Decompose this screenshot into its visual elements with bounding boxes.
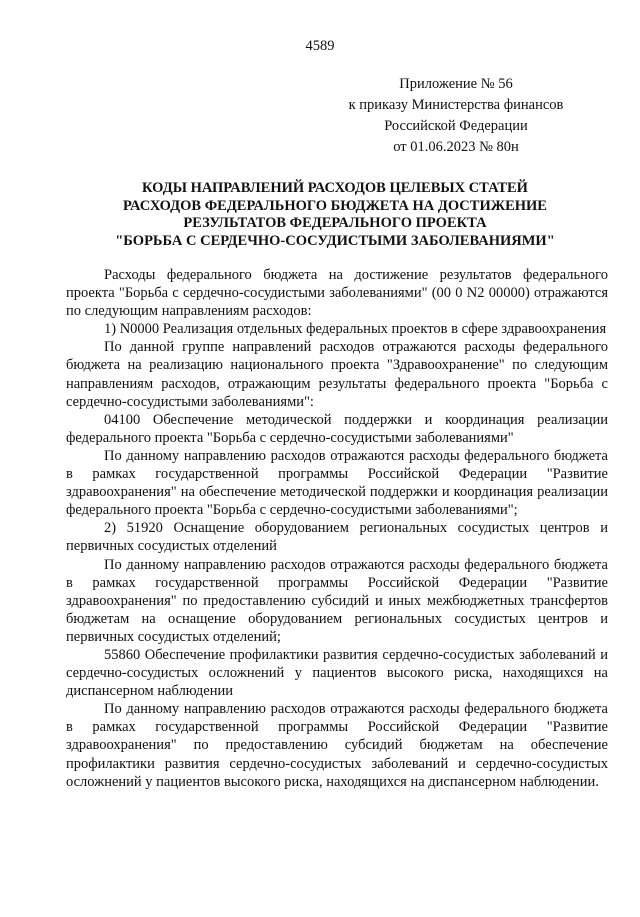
appendix-line: к приказу Министерства финансов	[348, 97, 564, 113]
paragraph: По данной группе направлений расходов отражаются расходы федерального бюджета на реализацию национального проекта "Здравоохранение" по следующим направлениям расходов, отражающим результаты федерального проекта "Борьба с сердечно-сосудистыми заболеваниями":	[66, 339, 608, 410]
paragraph: По данному направлению расходов отражаются расходы федерального бюджета в рамках государственной программы Российской Федерации "Развитие здравоохранения" по предоставлению субсидий бюджетам на обеспечение профилактики развития сердечно-сосудистых заболеваний и сердечно-сосудистых осложнений у пациентов высокого риска, находящихся на диспансерном наблюдении.	[66, 701, 608, 790]
paragraph: 2) 51920 Оснащение оборудованием региональных сосудистых центров и первичных сосудистых отделений	[66, 520, 608, 555]
paragraph: 1) N0000 Реализация отдельных федеральных проектов в сфере здравоохранения	[104, 321, 607, 338]
document-body	[66, 266, 608, 791]
appendix-line: Российской Федерации	[384, 118, 528, 134]
paragraph: 55860 Обеспечение профилактики развития сердечно-сосудистых заболеваний и сердечно-сосудистых осложнений у пациентов высокого риска, находящихся на диспансерном наблюдении	[66, 646, 608, 700]
title-line: РЕЗУЛЬТАТОВ ФЕДЕРАЛЬНОГО ПРОЕКТА	[183, 215, 487, 231]
appendix-block	[326, 74, 586, 158]
page-number: 4589	[305, 38, 335, 54]
paragraph: 04100 Обеспечение методической поддержки и координация реализации федерального проекта "Борьба с сердечно-сосудистыми заболеваниями"	[66, 411, 608, 446]
paragraph: По данному направлению расходов отражаются расходы федерального бюджета в рамках государственной программы Российской Федерации "Развитие здравоохранения" на обеспечение методической поддержки и координация реализации федерального проекта "Борьба с сердечно-сосудистыми заболеваниями";	[66, 447, 608, 519]
appendix-line: от 01.06.2023 № 80н	[393, 139, 519, 155]
title-line: КОДЫ НАПРАВЛЕНИЙ РАСХОДОВ ЦЕЛЕВЫХ СТАТЕЙ	[142, 180, 528, 196]
title-line: РАСХОДОВ ФЕДЕРАЛЬНОГО БЮДЖЕТА НА ДОСТИЖЕНИЕ	[123, 197, 547, 214]
paragraph: По данному направлению расходов отражаются расходы федерального бюджета в рамках государственной программы Российской Федерации "Развитие здравоохранения" по предоставлению субсидий и иных межбюджетных трансфертов бюджетам на оснащение оборудованием региональных сосудистых центров и первичных сосудистых отделений;	[66, 556, 608, 645]
paragraph: Расходы федерального бюджета на достижение результатов федерального проекта "Борьба с сердечно-сосудистыми заболеваниями" (00 0 N2 00000) отражаются по следующим направлениям расходов:	[66, 267, 608, 320]
appendix-line: Приложение № 56	[399, 76, 513, 92]
title-line: "БОРЬБА С СЕРДЕЧНО-СОСУДИСТЫМИ ЗАБОЛЕВАНИЯМИ"	[115, 232, 555, 249]
document-title	[60, 180, 610, 250]
